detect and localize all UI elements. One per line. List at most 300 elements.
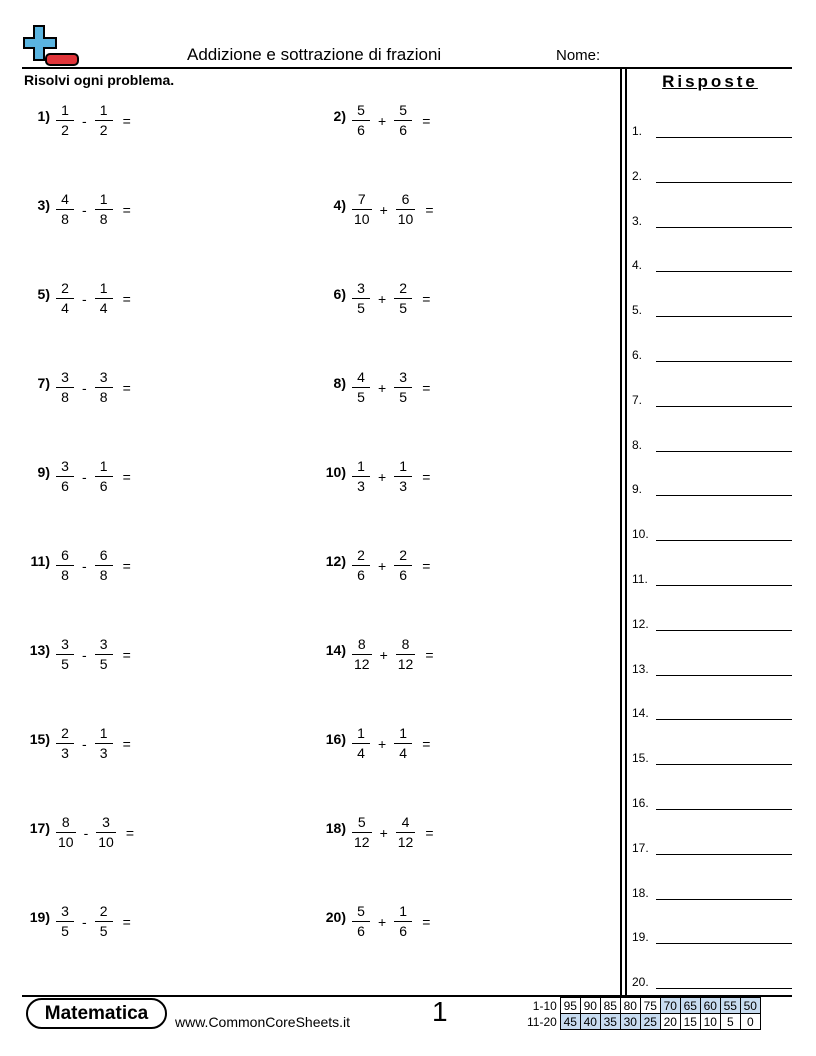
fraction [396,191,416,228]
score-cell: 70 [660,998,680,1014]
denominator: 5 [99,656,108,672]
fraction-bar [56,743,74,744]
score-cell: 80 [620,998,640,1014]
answer-number: 8. [632,437,643,452]
operator: + [379,824,388,841]
problem-number: 20) [325,909,346,925]
fraction [394,725,412,762]
brand-badge: Matematica [26,998,167,1029]
fraction-bar [396,832,416,833]
numerator: 2 [357,547,365,563]
equals-sign: = [425,824,434,841]
answer-row[interactable] [632,745,792,765]
fraction-bar [394,565,412,566]
score-cell: 95 [560,998,580,1014]
denominator: 6 [399,923,408,939]
denominator: 12 [397,834,414,850]
equals-sign: = [422,735,431,752]
fraction [96,814,116,851]
score-cell: 60 [700,998,720,1014]
fraction [394,903,412,940]
denominator: 8 [61,211,69,227]
answer-line[interactable] [656,675,792,676]
numerator: 1 [99,725,108,741]
answer-divider-right [625,68,627,996]
fraction-bar [95,921,113,922]
fraction [396,636,416,673]
fraction-bar [95,565,113,566]
numerator: 3 [102,814,110,830]
answer-line[interactable] [656,943,792,944]
numerator: 1 [357,725,365,741]
numerator: 3 [357,280,365,296]
equals-sign: = [122,557,131,574]
fraction [352,280,370,317]
denominator: 8 [61,389,69,405]
problem-number: 19) [29,909,50,925]
operator: - [82,557,87,574]
answer-line[interactable] [656,899,792,900]
answer-row[interactable] [632,566,792,586]
problem-expression [352,725,430,762]
fraction-bar [95,387,113,388]
answer-number: 11. [632,572,648,586]
problem-number: 9) [37,464,50,480]
score-cell: 0 [740,1014,760,1030]
operator: - [82,913,87,930]
denominator: 4 [399,745,408,761]
answer-line[interactable] [656,809,792,810]
answer-line[interactable] [656,316,792,317]
answer-number: 14. [632,706,649,721]
problem-expression [352,547,430,584]
answer-line[interactable] [656,451,792,452]
problem-expression [56,280,131,317]
numerator: 2 [61,725,69,741]
denominator: 8 [61,567,69,583]
denominator: 5 [357,389,365,405]
fraction [394,458,412,495]
fraction [352,458,370,495]
fraction [352,814,372,851]
problem-number: 7) [37,375,50,391]
fraction [95,725,113,762]
numerator: 4 [61,191,69,207]
answer-line[interactable] [656,719,792,720]
equals-sign: = [422,379,431,396]
problem-number: 13) [29,642,50,658]
numerator: 2 [99,903,108,919]
denominator: 6 [61,478,69,494]
answer-row[interactable] [632,432,792,452]
fraction [352,547,370,584]
fraction [95,102,113,139]
numerator: 5 [399,102,408,118]
answer-row[interactable] [632,297,792,317]
answer-row[interactable] [632,163,792,183]
operator: + [378,112,387,129]
answer-line[interactable] [656,854,792,855]
fraction [352,191,372,228]
score-row [527,1014,760,1030]
equals-sign: = [422,913,431,930]
problem-expression [352,191,434,228]
fraction [95,369,113,406]
fraction-bar [56,120,74,121]
answer-row[interactable] [632,342,792,362]
problem-number: 12) [325,553,346,569]
numerator: 1 [99,191,108,207]
equals-sign: = [122,201,131,218]
fraction-bar [394,387,412,388]
problem-number: 1) [37,108,50,124]
denominator: 5 [357,300,365,316]
numerator: 2 [399,280,408,296]
answer-line[interactable] [656,630,792,631]
fraction-bar [95,476,113,477]
numerator: 1 [399,458,408,474]
answer-line[interactable] [656,271,792,272]
score-cell: 20 [660,1014,680,1030]
fraction-bar [95,298,113,299]
score-cell: 55 [720,998,740,1014]
fraction [95,903,113,940]
problem-number: 15) [29,731,50,747]
fraction [56,458,74,495]
operator: + [378,913,387,930]
numerator: 7 [357,191,366,207]
denominator: 8 [99,211,108,227]
problem-expression [56,191,131,228]
equals-sign: = [122,112,131,129]
equals-sign: = [122,468,131,485]
numerator: 1 [99,280,108,296]
answer-number: 9. [632,482,643,497]
fraction [56,903,74,940]
equals-sign: = [122,646,131,663]
score-table [527,997,761,1030]
problem-expression [56,102,131,139]
answer-number: 4. [632,258,643,273]
answer-row[interactable] [632,476,792,496]
fraction-bar [394,120,412,121]
fraction-bar [394,476,412,477]
denominator: 3 [399,478,408,494]
fraction [56,814,76,851]
equals-sign: = [422,112,431,129]
score-row-label: 11-20 [527,1014,557,1029]
numerator: 2 [61,280,69,296]
fraction-bar [352,743,370,744]
answer-row[interactable] [632,387,792,407]
fraction [394,547,412,584]
answer-line[interactable] [656,137,792,138]
fraction-bar [56,298,74,299]
problem-expression [56,458,131,495]
fraction [95,280,113,317]
fraction-bar [56,832,76,833]
numerator: 1 [357,458,365,474]
fraction [56,369,74,406]
denominator: 5 [61,923,69,939]
score-row-label: 1-10 [532,998,557,1013]
problem-number: 16) [325,731,346,747]
operator: - [82,112,87,129]
fraction-bar [396,654,416,655]
answer-number: 3. [632,213,643,228]
denominator: 12 [397,656,414,672]
denominator: 6 [357,122,365,138]
operator: + [379,201,388,218]
numerator: 5 [357,903,365,919]
operator: - [82,735,87,752]
fraction [95,191,113,228]
numerator: 6 [401,191,410,207]
answer-line[interactable] [656,988,792,989]
operator: + [378,290,387,307]
operator: - [82,290,87,307]
answer-row[interactable] [632,880,792,900]
problem-expression [352,369,430,406]
answer-row[interactable] [632,835,792,855]
denominator: 3 [357,478,365,494]
denominator: 10 [98,834,114,850]
problem-expression [352,903,430,940]
answer-row[interactable] [632,521,792,541]
instructions: Risolvi ogni problema. [24,72,175,88]
fraction [352,369,370,406]
equals-sign: = [422,557,431,574]
problem-expression [56,903,131,940]
fraction-bar [352,387,370,388]
denominator: 4 [357,745,365,761]
fraction [396,814,416,851]
fraction-bar [56,654,74,655]
denominator: 6 [357,567,365,583]
denominator: 5 [399,300,408,316]
score-cell: 30 [620,1014,640,1030]
answer-number: 7. [632,392,643,407]
numerator: 3 [61,458,69,474]
fraction-bar [352,209,372,210]
fraction [352,903,370,940]
score-cell: 45 [560,1014,580,1030]
problem-expression [352,636,434,673]
answer-line[interactable] [656,495,792,496]
denominator: 5 [99,923,108,939]
answer-row[interactable] [632,790,792,810]
equals-sign: = [125,824,135,841]
answer-row[interactable] [632,924,792,944]
fraction [56,636,74,673]
answer-number: 19. [632,930,649,945]
equals-sign: = [122,379,131,396]
score-cell: 25 [640,1014,660,1030]
fraction-bar [95,654,113,655]
denominator: 3 [99,745,108,761]
problem-expression [352,280,430,317]
problem-expression [56,547,131,584]
denominator: 6 [399,567,408,583]
score-cell: 15 [680,1014,700,1030]
fraction-bar [352,565,370,566]
fraction-bar [352,476,370,477]
numerator: 4 [401,814,410,830]
answer-row[interactable] [632,611,792,631]
problem-number: 2) [333,108,346,124]
fraction-bar [96,832,116,833]
operator: - [83,824,89,841]
numerator: 3 [99,636,108,652]
equals-sign: = [425,646,434,663]
fraction-bar [394,298,412,299]
numerator: 8 [401,636,410,652]
fraction [95,636,113,673]
fraction [394,280,412,317]
numerator: 5 [357,102,365,118]
numerator: 3 [61,636,69,652]
score-row [527,998,760,1014]
equals-sign: = [122,290,131,307]
fraction-bar [56,476,74,477]
denominator: 4 [99,300,108,316]
fraction-bar [394,921,412,922]
score-cell: 90 [580,998,600,1014]
fraction-bar [352,832,372,833]
score-cell: 85 [600,998,620,1014]
equals-sign: = [422,290,431,307]
fraction [352,636,372,673]
operator: + [378,557,387,574]
answer-line[interactable] [656,361,792,362]
problem-expression [56,636,131,673]
fraction-bar [95,743,113,744]
answer-number: 20. [632,975,649,990]
problem-number: 4) [333,197,346,213]
denominator: 2 [99,122,108,138]
answer-row[interactable] [632,700,792,720]
fraction-bar [352,921,370,922]
problem-expression [352,102,430,139]
score-cell: 35 [600,1014,620,1030]
numerator: 3 [99,369,108,385]
problem-number: 3) [37,197,50,213]
fraction-bar [56,387,74,388]
score-cell: 65 [680,998,700,1014]
answer-line[interactable] [656,585,792,586]
fraction [394,369,412,406]
operator: - [82,646,87,663]
answer-line[interactable] [656,540,792,541]
answer-row[interactable] [632,969,792,989]
numerator: 1 [99,102,108,118]
fraction-bar [56,565,74,566]
operator: + [378,379,387,396]
answer-number: 10. [632,527,649,542]
answer-line[interactable] [656,764,792,765]
denominator: 5 [399,389,408,405]
score-cell: 40 [580,1014,600,1030]
answers-title: Risposte [662,72,758,91]
fraction-bar [95,120,113,121]
problem-number: 14) [325,642,346,658]
fraction [56,547,74,584]
answer-number: 17. [632,840,649,855]
answer-number: 13. [632,661,649,676]
header-rule [22,67,792,69]
answer-divider-left [620,68,622,996]
answer-line[interactable] [656,406,792,407]
answer-row[interactable] [632,252,792,272]
fraction [352,725,370,762]
fraction [56,191,74,228]
score-cell: 75 [640,998,660,1014]
operator: - [82,379,87,396]
fraction [56,280,74,317]
numerator: 1 [61,102,69,118]
equals-sign: = [122,913,131,930]
problem-number: 17) [29,820,50,836]
equals-sign: = [122,735,131,752]
problem-expression [352,458,430,495]
name-label: Nome: [556,47,601,64]
problem-expression [56,725,131,762]
problem-number: 6) [333,286,346,302]
fraction-bar [56,209,74,210]
denominator: 8 [99,567,108,583]
numerator: 1 [399,725,408,741]
problem-number: 10) [325,464,346,480]
denominator: 10 [354,211,370,227]
denominator: 8 [99,389,108,405]
problem-number: 5) [37,286,50,302]
answer-number: 12. [632,616,649,631]
numerator: 8 [61,814,70,830]
denominator: 6 [99,478,108,494]
fraction [95,547,113,584]
denominator: 12 [354,656,370,672]
answer-row[interactable] [632,208,792,228]
fraction-bar [56,921,74,922]
answer-number: 2. [632,168,643,183]
problem-number: 18) [325,820,346,836]
score-cell: 50 [740,998,760,1014]
numerator: 2 [399,547,408,563]
denominator: 5 [61,656,69,672]
fraction-bar [394,743,412,744]
answer-line[interactable] [656,182,792,183]
problem-expression [56,814,134,851]
numerator: 8 [357,636,366,652]
answer-number: 5. [632,303,643,318]
denominator: 6 [357,923,365,939]
operator: + [378,735,387,752]
problem-number: 8) [333,375,346,391]
operator: - [82,468,87,485]
answer-number: 16. [632,796,649,810]
numerator: 3 [61,369,69,385]
numerator: 4 [357,369,365,385]
answer-line[interactable] [656,227,792,228]
answer-row[interactable] [632,118,792,138]
operator: + [378,468,387,485]
fraction [56,102,74,139]
answer-row[interactable] [632,656,792,676]
fraction-bar [352,654,372,655]
fraction [394,102,412,139]
fraction-bar [352,120,370,121]
answer-number: 1. [632,124,643,138]
